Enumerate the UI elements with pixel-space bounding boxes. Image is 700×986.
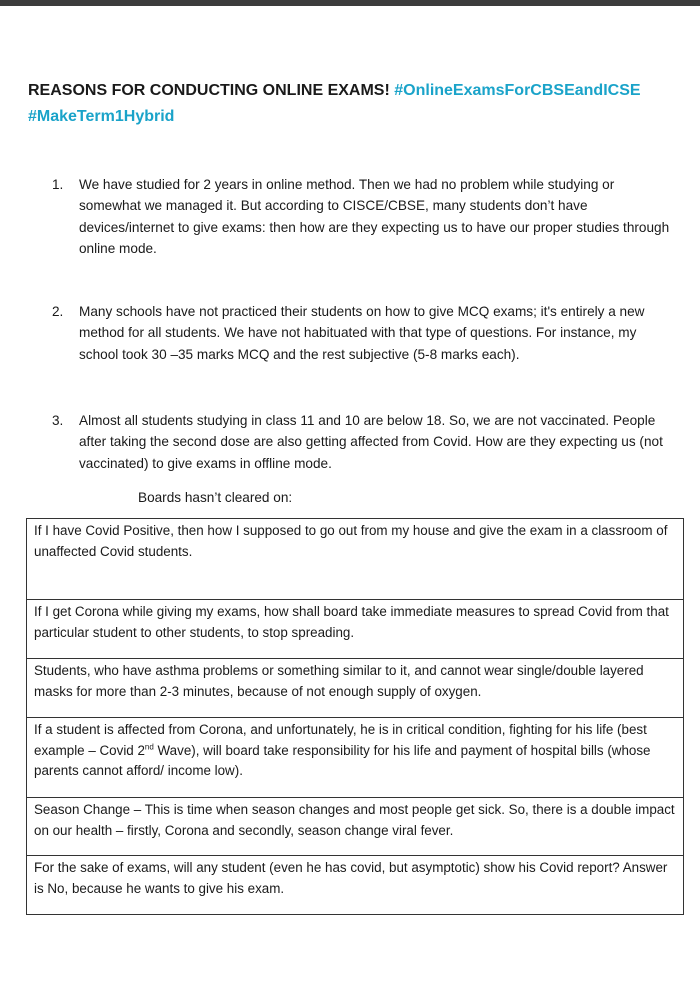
top-border-bar xyxy=(0,0,700,6)
table-row xyxy=(27,718,684,798)
condition-cell: If I get Corona while giving my exams, how shall board take immediate measures to spread Covid from that particular student to other students, to stop spreading. xyxy=(27,600,684,659)
reason-text: We have studied for 2 years in online method. Then we had no problem while studying or somewhat we managed it. But according to CISCE/CBSE, many students don’t have devices/internet to give exams: then how are they expecting us to have our proper studies through online mode. xyxy=(79,177,670,256)
reason-item xyxy=(52,174,672,259)
reason-item xyxy=(52,410,672,474)
condition-cell: If I have Covid Positive, then how I supposed to go out from my house and give the exam in a classroom of unaffected Covid students. xyxy=(27,519,684,600)
table-row xyxy=(27,798,684,856)
conditions-table xyxy=(26,518,684,915)
hashtag-make-term1-hybrid: #MakeTerm1Hybrid xyxy=(28,108,175,125)
boards-heading: Boards hasn’t cleared on: xyxy=(138,490,293,505)
condition-text-end: Wave), will board take responsibility for his life and payment of hospital bills (whose parents cannot afford/ income low). xyxy=(34,742,651,778)
title-text: REASONS FOR CONDUCTING ONLINE EXAMS! xyxy=(28,82,390,99)
reasons-list xyxy=(52,174,672,474)
reason-number: 2. xyxy=(52,304,64,320)
condition-cell: For the sake of exams, will any student (even he has covid, but asymptotic) show his Covid report? Answer is No, because he wants to give his exam. xyxy=(27,856,684,915)
table-row xyxy=(27,856,684,915)
reason-text: Almost all students studying in class 11 and 10 are below 18. So, we are not vaccinated. People after taking the second dose are also getting affected from Covid. How are they expecting us (not vaccinated) to give exams in offline mode. xyxy=(79,413,663,471)
reason-text: Many schools have not practiced their students on how to give MCQ exams; it's entirely a new method for all students. We have not habituated with that type of questions. For instance, my school took 30 –35 marks MCQ and the rest subjective (5-8 marks each). xyxy=(79,304,645,362)
table-row xyxy=(27,600,684,659)
ordinal-suffix: nd xyxy=(144,742,154,752)
hashtag-online-exams: #OnlineExamsForCBSEandICSE xyxy=(394,82,641,99)
reason-item xyxy=(52,301,672,365)
condition-cell: Students, who have asthma problems or something similar to it, and cannot wear single/double layered masks for more than 2-3 minutes, because of not enough supply of oxygen. xyxy=(27,659,684,718)
condition-text-start: If a student is affected from Corona, and unfortunately, he is in critical condition, fighting for his life (best example – Covid 2 xyxy=(34,722,647,758)
reason-number: 3. xyxy=(52,413,64,429)
table-row xyxy=(27,519,684,600)
condition-cell: Season Change – This is time when season changes and most people get sick. So, there is a double impact on our health – firstly, Corona and secondly, season change viral fever. xyxy=(27,798,684,856)
page-title xyxy=(28,78,678,130)
condition-cell xyxy=(27,718,684,798)
reason-number: 1. xyxy=(52,177,64,192)
table-row xyxy=(27,659,684,718)
